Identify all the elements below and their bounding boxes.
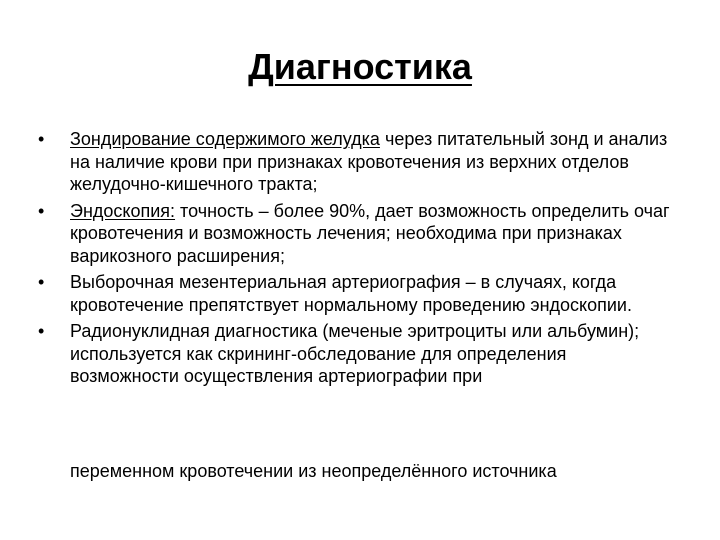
bullet-text: Выборочная мезентериальная артериография – в случаях, когда кровотечение препятствует нормальному проведению эндоскопии.: [70, 272, 632, 315]
bullet-text: точность – более 90%, дает возможность определить очаг кровотечения и возможность лечения; необходима при признаках варикозного расширения;: [70, 200, 670, 266]
list-item: [38, 200, 678, 268]
bullet-underlined-lead: Зондирование содержимого желудка: [70, 129, 380, 149]
continuation-text: переменном кровотечении из неопределённого источника: [70, 461, 557, 481]
bullet-icon: •: [38, 129, 45, 149]
bullet-icon: •: [38, 321, 45, 341]
bullet-icon: •: [38, 272, 45, 292]
bullet-underlined-lead: Эндоскопия:: [70, 200, 176, 221]
bullet-list: [38, 128, 678, 392]
list-item: [38, 128, 678, 196]
page-title: Диагностика: [248, 46, 472, 88]
bullet-text: через питательный зонд и анализ на наличие крови при признаках кровотечения из верхних отделов желудочно-кишечного тракта;: [70, 129, 668, 194]
list-item: [38, 320, 678, 388]
bullet-icon: •: [38, 200, 45, 221]
list-item: [38, 271, 678, 316]
bullet-text: Радионуклидная диагностика (меченые эритроциты или альбумин); используется как скрининг-обследование для определения возможности осуществления артериографии при: [70, 321, 640, 386]
